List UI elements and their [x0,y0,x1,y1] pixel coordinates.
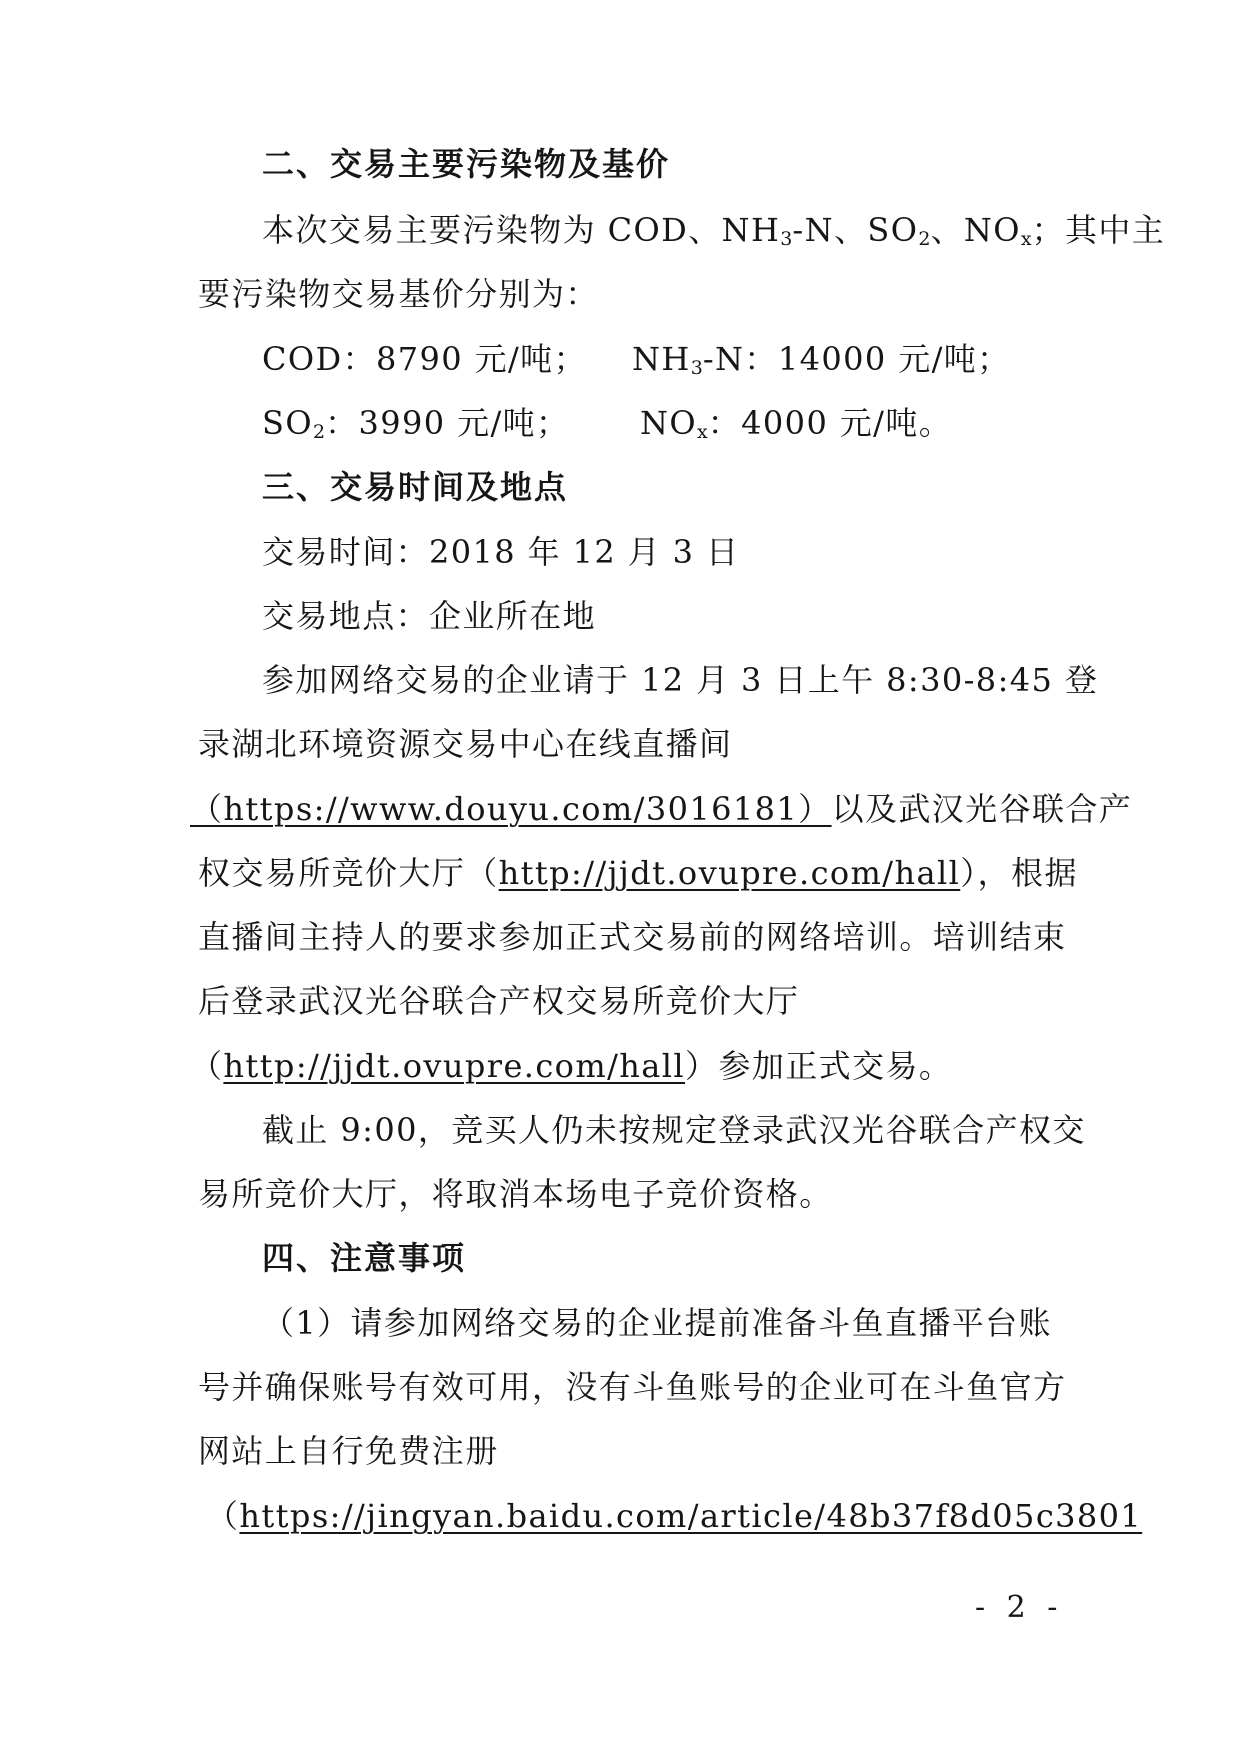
trade-place: 交易地点：企业所在地 [262,597,597,635]
paragraph-line: 直播间主持人的要求参加正式交易前的网络培训。培训结束 [198,918,1067,956]
paragraph-line: 后登录武汉光谷联合产权交易所竞价大厅 [198,982,800,1020]
trade-time: 交易时间：2018 年 12 月 3 日 [262,533,740,571]
paragraph-line: 参加网络交易的企业请于 12 月 3 日上午 8:30-8:45 登 [262,661,1099,699]
paragraph-line: 易所竞价大厅，将取消本场电子竞价资格。 [198,1175,833,1213]
section-heading-4: 四、注意事项 [262,1239,467,1277]
hall-link[interactable]: http://jjdt.ovupre.com/hall [498,854,961,892]
paragraph-line: 本次交易主要污染物为 COD、$NH_3-N$、$SO_2$、$NO_x$；其中主 [262,211,1166,250]
paragraph-line: （1）请参加网络交易的企业提前准备斗鱼直播平台账 [262,1304,1052,1342]
paragraph-line: （https://jingyan.baidu.com/article/48b37f8d05c3801 [206,1497,1143,1535]
price-so2: $SO_2$：3990 元/吨； [262,404,570,443]
price-nh3n: $NH_3-N$：14000 元/吨； [632,340,1011,379]
paragraph-line: 截止 9:00，竞买人仍未按规定登录武汉光谷联合产权交 [262,1111,1086,1149]
hall-link[interactable]: http://jjdt.ovupre.com/hall [223,1047,686,1085]
baidu-link[interactable]: https://jingyan.baidu.com/article/48b37f8d05c3801 [239,1497,1143,1535]
paragraph-line: 网站上自行免费注册 [198,1432,499,1470]
paragraph-line: 录湖北环境资源交易中心在线直播间 [198,725,733,763]
page-number: - 2 - [975,1590,1064,1625]
paragraph-line: （https://www.douyu.com/3016181）以及武汉光谷联合产 [190,790,1133,828]
price-cod: COD：8790 元/吨； [262,340,587,378]
paragraph-line: 要污染物交易基价分别为： [198,275,599,313]
price-nox: $NO_x$：4000 元/吨。 [640,404,953,443]
paragraph-line: 号并确保账号有效可用，没有斗鱼账号的企业可在斗鱼官方 [198,1368,1067,1406]
douyu-link[interactable]: （https://www.douyu.com/3016181） [190,790,832,828]
paragraph-line: 权交易所竞价大厅（http://jjdt.ovupre.com/hall），根据 [198,854,1078,892]
section-heading-3: 三、交易时间及地点 [262,468,569,506]
paragraph-line: （http://jjdt.ovupre.com/hall）参加正式交易。 [190,1047,953,1085]
section-heading-2: 二、交易主要污染物及基价 [262,145,671,183]
